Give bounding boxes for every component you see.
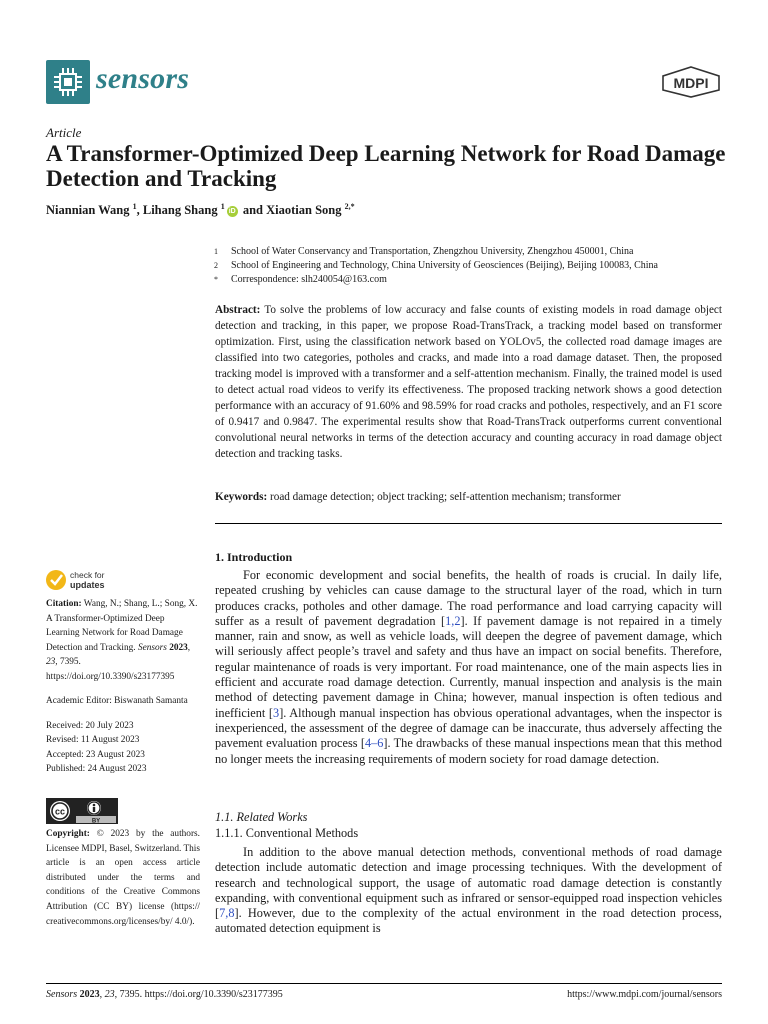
paragraph-text: ]. The drawbacks of these manual inspections mean that this method no longer meets the increasing requirements of modern society for road damage detection. (215, 736, 722, 766)
footer-divider (46, 983, 722, 984)
orcid-icon[interactable]: iD (228, 208, 236, 216)
author-affiliation-mark: 2,* (344, 202, 355, 211)
copyright-notice (46, 827, 200, 929)
citation-link[interactable]: 3 (273, 705, 280, 720)
footer-journal-url[interactable]: https://www.mdpi.com/journal/sensors (567, 989, 722, 1000)
methods-paragraph (215, 845, 722, 937)
article-info-sidebar (46, 597, 200, 777)
affiliations (214, 245, 734, 287)
journal-logo-icon (46, 60, 90, 104)
abstract-text: To solve the problems of low accuracy and false counts of existing models in road damage object detection and tracking, in this paper, we propose Road-TransTrack, a tracking model based on transformer optimization. First, using the classification network based on YOLOv5, the collected road damage images are classified into two categories, potholes and cracks, and made into a road damage dataset. Then, the proposed tracking model is improved with a transformer and a self-attention mechanism. Finally, the trained model is used to detect actual road videos to verify its effectiveness. The proposed tracking network shows a good detection performance with an accuracy of 91.60% and 98.59% for road cracks and potholes, respectively, and an F1 score of 0.9417 and 0.9847. The experimental results show that Road-TransTrack outperforms current conventional convolutional neural networks in terms of the detection accuracy and counting accuracy in road damage object detection and tracking tasks. (215, 304, 722, 460)
journal-name: sensors (96, 62, 190, 95)
affiliation-mark: * (214, 275, 218, 284)
author-affiliation-mark: 1 (220, 202, 225, 211)
affiliation-text: School of Engineering and Technology, China University of Geosciences (Beijing), Beijing 100083, China (231, 260, 658, 271)
abstract-label: Abstract: (215, 304, 261, 316)
footer-citation: Sensors 2023, 23, 7395. https://doi.org/10.3390/s23177395 (46, 989, 283, 1000)
paragraph-text: For economic development and social benefits, the health of roads is crucial. In daily life, repeated crushing by vehicles can cause damage to the structural layer of the road, which in turn produces cracks, potholes and other damage. The road performance and load carrying capacity will suffer as a result of pavement degradation [ (215, 568, 722, 628)
paragraph-text: ]. If pavement damage is not repaired in a timely manner, rain and snow, as well as vehicle loads, will deepen the degree of pavement damage, which will seriously affect people’s travel and safety and thus have an impact on social benefits. Therefore, regular maintenance of roads is very important. For road maintenance, one of the main aspects lies in efficient and accurate road damage detection. Currently, manual inspection and analysis is the main method of detecting pavement damage in China; however, manual inspection is often tedious and inefficient [ (215, 613, 722, 720)
citation-volume: 23 (46, 657, 56, 667)
academic-editor: Academic Editor: Biswanath Samanta (46, 696, 188, 706)
mdpi-logo (660, 66, 722, 103)
citation-link[interactable]: 1,2 (445, 613, 461, 628)
svg-text:cc: cc (54, 806, 66, 817)
accepted-date: Accepted: 23 August 2023 (46, 749, 145, 760)
subsubsection-heading: 1.1.1. Conventional Methods (215, 826, 359, 840)
keywords-text: road damage detection; object tracking; self-attention mechanism; transformer (270, 491, 621, 503)
affiliation-item (214, 273, 734, 287)
author-name: Niannian Wang (46, 203, 130, 218)
citation-label: Citation: (46, 599, 82, 609)
author-list: Niannian Wang $^1$, Lihang Shang $^1$iD and Xiaotian Song $^{2,*}$ (46, 202, 355, 218)
citation-year: 2023 (169, 642, 188, 653)
footer-volume: 23 (104, 989, 115, 1000)
revised-date: Revised: 11 August 2023 (46, 735, 140, 745)
correspondence-text: Correspondence: slh240054@163.com (231, 274, 387, 285)
affiliation-text: School of Water Conservancy and Transportation, Zhengzhou University, Zhengzhou 450001, China (231, 246, 634, 257)
copyright-label: Copyright: (46, 829, 90, 839)
author-name: Lihang Shang (142, 203, 218, 218)
article-type: Article (46, 125, 82, 140)
section-heading: 1. Introduction (215, 550, 293, 564)
author-name: Xiaotian Song (266, 203, 342, 218)
affiliation-mark: 2 (214, 261, 218, 270)
dates (46, 719, 200, 777)
citation: Citation: Wang, N.; Shang, L.; Song, X. A Transformer-Optimized Deep Learning Network for Road Damage Detection and Tracking. Sensors 2023, 23, 7395. https://doi.org/10.3390/s23177395 (46, 599, 198, 682)
keywords (215, 489, 722, 505)
article-title: A Transformer-Optimized Deep Learning Network for Road Damage Detection and Tracking (46, 141, 726, 191)
published-date: Published: 24 August 2023 (46, 764, 147, 774)
paragraph-text: ]. However, due to the complexity of the actual environment in the road detection process, automated detection equipment is (215, 906, 722, 936)
citation-link[interactable]: 7,8 (219, 906, 235, 921)
publisher-name: MDPI (673, 75, 709, 91)
footer-doi[interactable]: , 7395. https://doi.org/10.3390/s23177395 (114, 989, 283, 1000)
cc-by-license-icon[interactable] (46, 798, 118, 824)
updates-line2: updates (70, 580, 105, 590)
affiliation-item (214, 245, 734, 259)
paragraph-text: ]. Although manual inspection has obvious operational advantages, when the inspector is inexperienced, the assessment of the degree of damage can be inaccurate, thus adversely affecting the pavement evaluation process [ (215, 705, 722, 751)
affiliation-item (214, 259, 734, 273)
abstract (215, 302, 722, 462)
footer-journal: Sensors (46, 989, 78, 1000)
citation-doi[interactable]: , 7395. https://doi.org/10.3390/s23177395 (46, 657, 175, 682)
cc-badge-text: BY (91, 818, 101, 824)
updates-line1: check for (70, 570, 105, 580)
intro-paragraph (215, 568, 722, 767)
paragraph-text: In addition to the above manual detection methods, conventional methods of road damage detection include automatic detection and image processing techniques. With the development of research and technological support, the usage of automatic road damage detection is constantly expanding, with conventional equipment such as infrared or sensor-equipped road inspection vehicles [ (215, 845, 722, 921)
footer-year: 2023 (79, 989, 100, 1000)
subsection-heading: 1.1. Related Works (215, 810, 308, 824)
keywords-label: Keywords: (215, 491, 268, 503)
citation-journal: Sensors (137, 642, 167, 653)
affiliation-mark: 1 (214, 247, 218, 256)
divider (215, 523, 722, 524)
copyright-text: © 2023 by the authors. Licensee MDPI, Basel, Switzerland. This article is an open access article distributed under the terms and conditions of the Creative Commons Attribution (CC BY) license (https:// creativecommons.org/licenses/by/ 4.0/). (46, 829, 200, 927)
received-date: Received: 20 July 2023 (46, 720, 134, 731)
citation-link[interactable]: 4–6 (364, 736, 384, 751)
citation-text: Wang, N.; Shang, L.; Song, X. A Transformer-Optimized Deep Learning Network for Road Damage Detection and Tracking. (46, 599, 198, 653)
check-for-updates-badge[interactable] (46, 568, 166, 592)
author-affiliation-mark: 1 (132, 202, 137, 211)
